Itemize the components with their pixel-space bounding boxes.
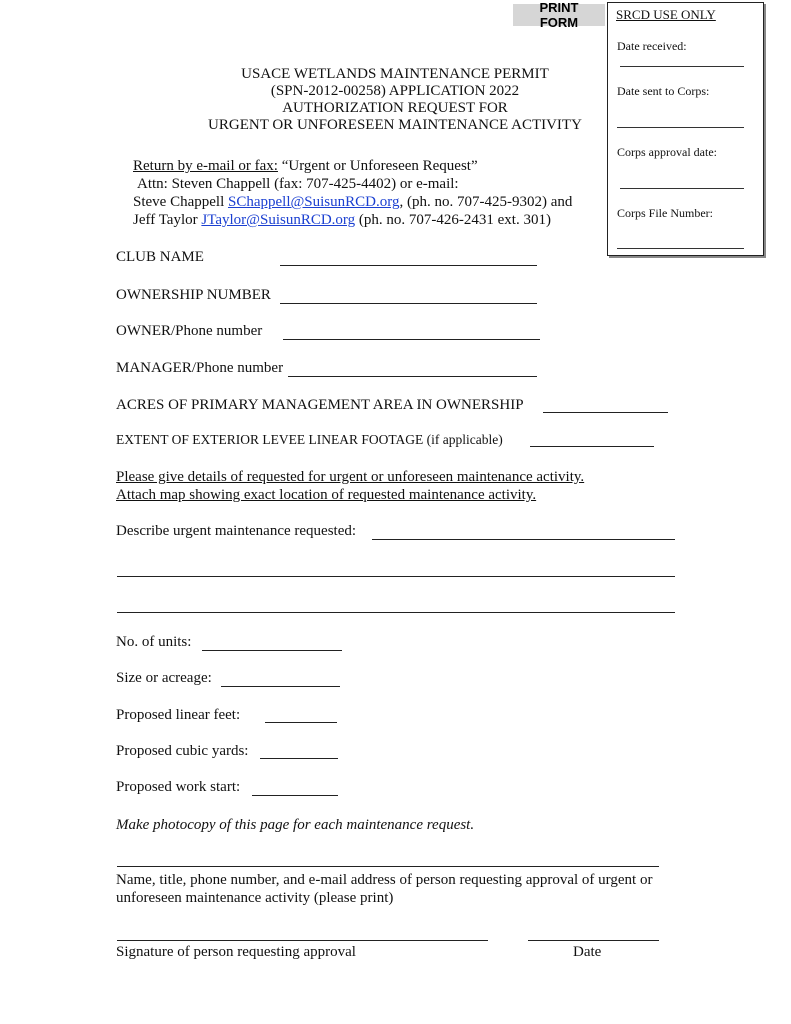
- file-number-label: Corps File Number:: [617, 206, 713, 220]
- describe-label: Describe urgent maintenance requested:: [116, 523, 357, 539]
- return-label: Return by e-mail or fax:: [133, 158, 278, 174]
- date-sent-label: Date sent to Corps:: [617, 84, 710, 98]
- ownership-number-field[interactable]: [280, 303, 537, 304]
- linear-feet-label: Proposed linear feet:: [116, 707, 241, 723]
- details-line-1: Please give details of requested for urgent or unforeseen maintenance activity.: [116, 469, 585, 485]
- levee-field[interactable]: [530, 446, 654, 447]
- title-line-1: USACE WETLANDS MAINTENANCE PERMIT: [241, 66, 549, 82]
- linear-feet-field[interactable]: [265, 722, 337, 723]
- steve-phone: , (ph. no. 707-425-9302) and: [399, 194, 573, 210]
- requester-field[interactable]: [117, 866, 659, 867]
- details-instructions: [116, 468, 584, 504]
- cubic-yards-field[interactable]: [260, 758, 338, 759]
- steve-name: Steve Chappell: [133, 194, 228, 210]
- photocopy-note: Make photocopy of this page for each maintenance request.: [116, 817, 475, 833]
- size-field[interactable]: [221, 686, 340, 687]
- details-line-2: Attach map showing exact location of requested maintenance activity.: [116, 487, 537, 503]
- date-field[interactable]: [528, 940, 659, 941]
- units-field[interactable]: [202, 650, 342, 651]
- title-line-3: AUTHORIZATION REQUEST FOR: [282, 100, 508, 116]
- srcd-title: SRCD USE ONLY: [616, 7, 716, 22]
- signature-field[interactable]: [117, 940, 488, 941]
- owner-phone-field[interactable]: [283, 339, 540, 340]
- acres-label: ACRES OF PRIMARY MANAGEMENT AREA IN OWNERSHIP: [116, 397, 524, 413]
- return-text: “Urgent or Unforeseen Request”: [277, 158, 478, 174]
- title-line-4: URGENT OR UNFORESEEN MAINTENANCE ACTIVITY: [208, 117, 582, 133]
- work-start-field[interactable]: [252, 795, 338, 796]
- work-start-label: Proposed work start:: [116, 779, 241, 795]
- signature-label: Signature of person requesting approval: [116, 944, 356, 960]
- date-received-field[interactable]: [620, 66, 744, 67]
- requester-instructions: [116, 871, 652, 907]
- return-instructions: [133, 157, 572, 229]
- approval-date-label: Corps approval date:: [617, 145, 717, 159]
- club-name-field[interactable]: [280, 265, 537, 266]
- manager-phone-field[interactable]: [288, 376, 537, 377]
- owner-phone-label: OWNER/Phone number: [116, 323, 263, 339]
- jeff-email-link[interactable]: JTaylor@SuisunRCD.org: [201, 212, 356, 228]
- levee-label: EXTENT OF EXTERIOR LEVEE LINEAR FOOTAGE (if applicable): [116, 432, 503, 447]
- date-received-label: Date received:: [617, 39, 687, 53]
- date-sent-field[interactable]: [617, 127, 744, 128]
- size-label: Size or acreage:: [116, 670, 212, 686]
- describe-field-line-2[interactable]: [117, 576, 675, 577]
- manager-phone-label: MANAGER/Phone number: [116, 360, 284, 376]
- ownership-number-label: OWNERSHIP NUMBER: [116, 287, 271, 303]
- form-title: [170, 66, 620, 134]
- requester-line-1: Name, title, phone number, and e-mail address of person requesting approval of urgent or: [116, 872, 653, 888]
- srcd-use-only-box: [607, 2, 764, 256]
- approval-date-field[interactable]: [620, 188, 744, 189]
- date-label: Date: [573, 944, 602, 960]
- units-label: No. of units:: [116, 634, 192, 650]
- steve-email-link[interactable]: SChappell@SuisunRCD.org: [227, 194, 400, 210]
- acres-field[interactable]: [543, 412, 668, 413]
- cubic-yards-label: Proposed cubic yards:: [116, 743, 249, 759]
- title-line-2: (SPN-2012-00258) APPLICATION 2022: [270, 83, 520, 99]
- attn-line: Attn: Steven Chappell (fax: 707-425-4402) or e-mail:: [137, 176, 459, 192]
- club-name-label: CLUB NAME: [116, 249, 204, 265]
- print-form-button[interactable]: PRINT FORM: [513, 4, 605, 26]
- jeff-name: Jeff Taylor: [133, 212, 202, 228]
- file-number-field[interactable]: [617, 248, 744, 249]
- jeff-phone: (ph. no. 707-426-2431 ext. 301): [355, 212, 551, 228]
- requester-line-2: unforeseen maintenance activity (please print): [116, 890, 394, 906]
- describe-field-line-3[interactable]: [117, 612, 675, 613]
- describe-field-line-1[interactable]: [372, 539, 675, 540]
